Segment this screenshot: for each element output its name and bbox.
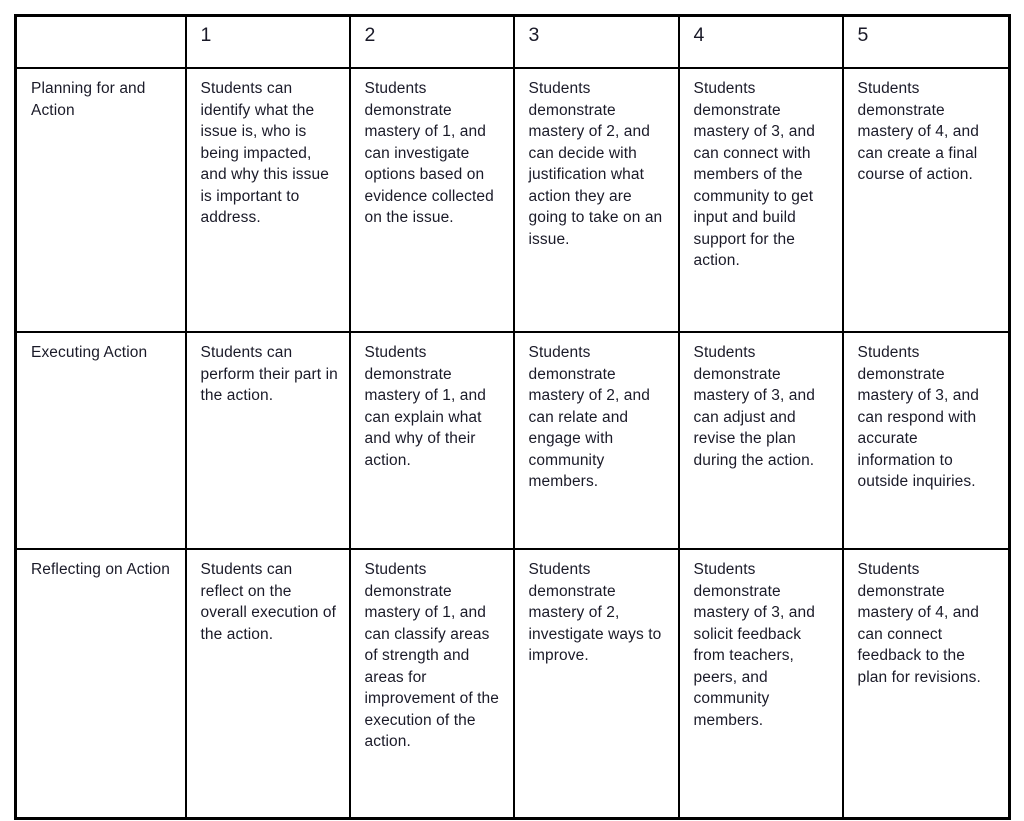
- cell-executing-level-4: Students demonstrate mastery of 3, and can adjust and revise the plan during the action.: [679, 332, 843, 549]
- header-cell-level-4: 4: [679, 16, 843, 69]
- cell-reflecting-level-5: Students demonstrate mastery of 4, and can connect feedback to the plan for revisions.: [843, 549, 1010, 819]
- cell-planning-level-2: Students demonstrate mastery of 1, and can investigate options based on evidence collected on the issue.: [350, 68, 514, 332]
- cell-executing-level-2: Students demonstrate mastery of 1, and can explain what and why of their action.: [350, 332, 514, 549]
- cell-planning-level-3: Students demonstrate mastery of 2, and can decide with justification what action they are going to take on an issue.: [514, 68, 679, 332]
- header-cell-level-1: 1: [186, 16, 350, 69]
- cell-executing-level-1: Students can perform their part in the action.: [186, 332, 350, 549]
- header-cell-corner: [16, 16, 186, 69]
- rubric-table-container: [14, 14, 1008, 820]
- cell-reflecting-level-2: Students demonstrate mastery of 1, and can classify areas of strength and areas for improvement of the execution of the action.: [350, 549, 514, 819]
- header-cell-level-3: 3: [514, 16, 679, 69]
- table-header-row: [16, 16, 1010, 69]
- table-row: [16, 332, 1010, 549]
- header-cell-level-5: 5: [843, 16, 1010, 69]
- cell-executing-level-5: Students demonstrate mastery of 3, and can respond with accurate information to outside inquiries.: [843, 332, 1010, 549]
- cell-planning-level-5: Students demonstrate mastery of 4, and can create a final course of action.: [843, 68, 1010, 332]
- row-label-reflecting-on-action: Reflecting on Action: [16, 549, 186, 819]
- cell-executing-level-3: Students demonstrate mastery of 2, and can relate and engage with community members.: [514, 332, 679, 549]
- cell-reflecting-level-1: Students can reflect on the overall execution of the action.: [186, 549, 350, 819]
- row-label-executing-action: Executing Action: [16, 332, 186, 549]
- cell-reflecting-level-4: Students demonstrate mastery of 3, and solicit feedback from teachers, peers, and community members.: [679, 549, 843, 819]
- table-row: [16, 68, 1010, 332]
- row-label-planning-for-and-action: Planning for and Action: [16, 68, 186, 332]
- header-cell-level-2: 2: [350, 16, 514, 69]
- cell-planning-level-4: Students demonstrate mastery of 3, and can connect with members of the community to get input and build support for the action.: [679, 68, 843, 332]
- rubric-table: [14, 14, 1011, 820]
- cell-reflecting-level-3: Students demonstrate mastery of 2, investigate ways to improve.: [514, 549, 679, 819]
- cell-planning-level-1: Students can identify what the issue is, who is being impacted, and why this issue is important to address.: [186, 68, 350, 332]
- table-row: [16, 549, 1010, 819]
